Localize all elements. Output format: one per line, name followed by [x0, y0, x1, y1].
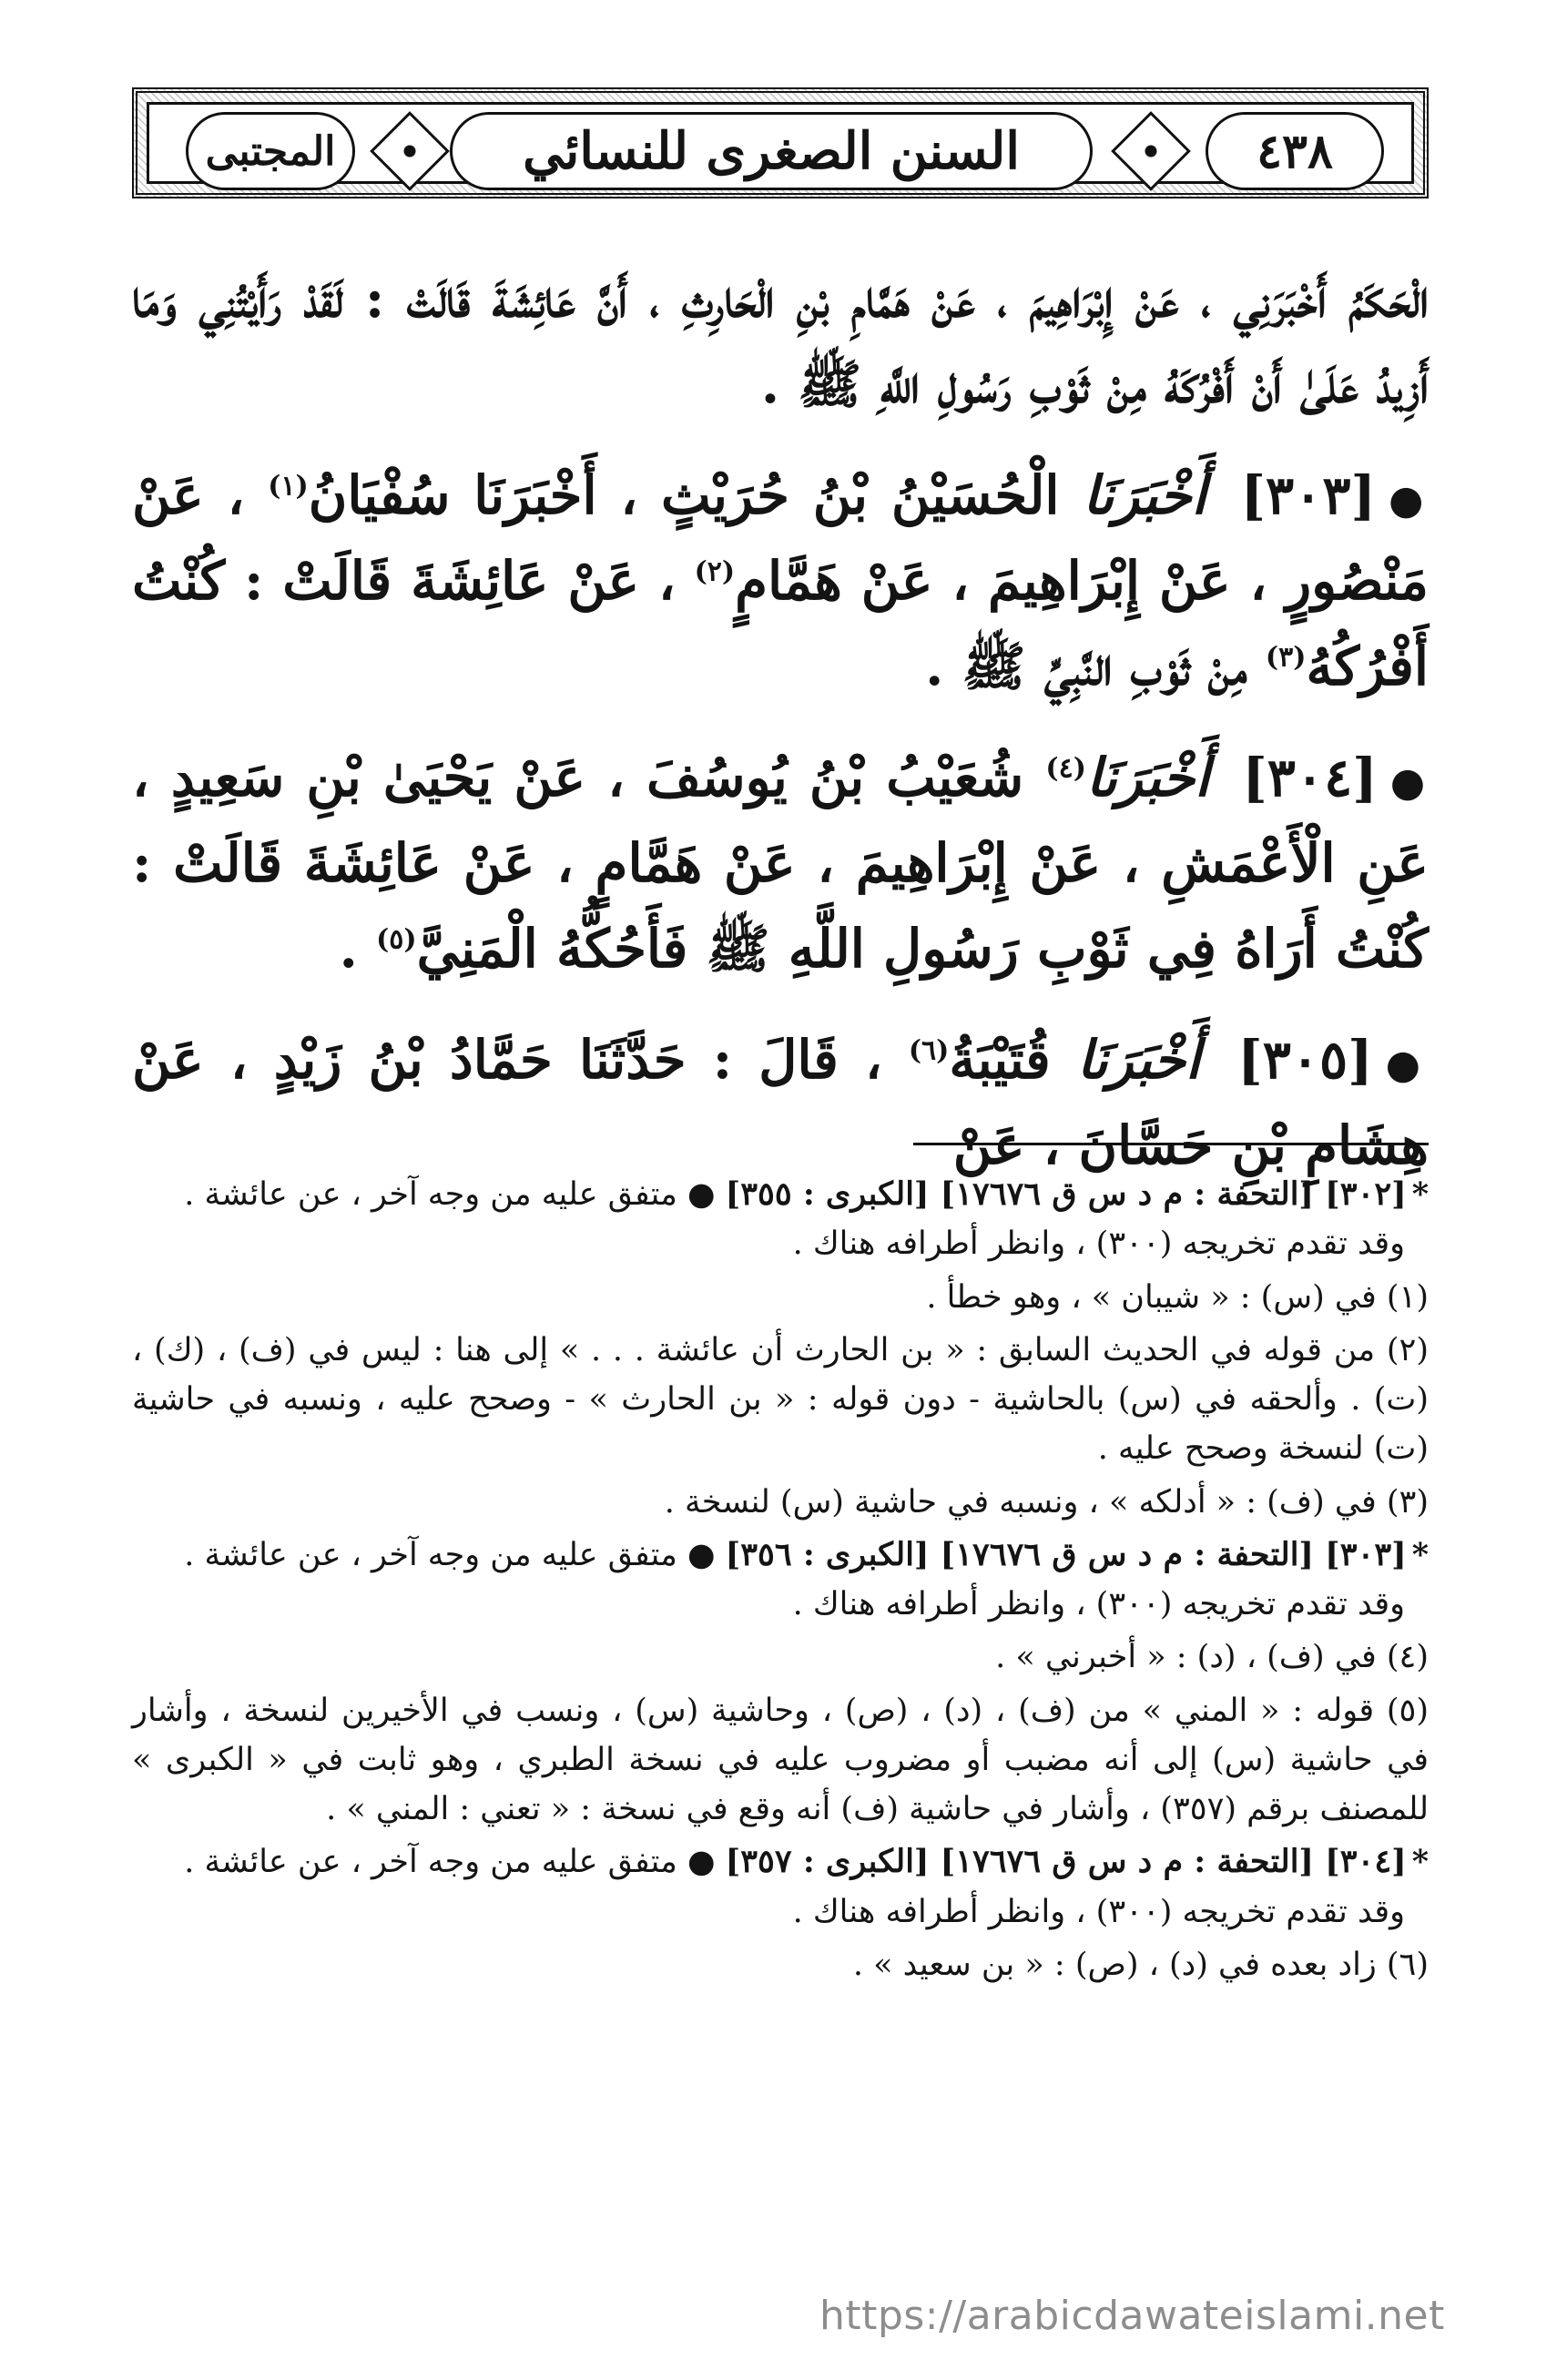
ornament-icon — [1111, 111, 1191, 191]
hadith-number: [٣٠٣] — [1240, 463, 1376, 526]
takhrij-note — [132, 1531, 1429, 1630]
footnote-text: ● متفق عليه من وجه آخر ، عن عائشة . — [184, 1536, 726, 1573]
hadith-number: [٣٠٥] — [1237, 1028, 1373, 1091]
footnote: (١) في (س) : « شيبان » ، وهو خطأ . — [926, 1278, 1429, 1316]
paragraph-text: ، عَنْ عَائِشَةَ قَالَتْ : كُنْتُ أَفْرُكُهُ — [132, 549, 1429, 697]
footnote-text: وقد تقدم تخريجه (٣٠٠) ، وانظر أطرافه هناك . — [792, 1893, 1405, 1930]
footnote-divider — [913, 1143, 1429, 1145]
footnote: (٤) في (ف) ، (د) : « أخبرني » . — [995, 1639, 1429, 1676]
footnote: (٢) من قوله في الحديث السابق : « بن الحارث أن عائشة . . . » إلى هنا : ليس في (ف) ، (ك) ، (ت) . وألحقه في (س) بالحاشية - دون قوله : « بن الحارث » - وصحح عليه ، ونسبه في حاشية (ت) لنسخة وصحح عليه . — [132, 1331, 1429, 1468]
paragraph-text: الْحَكَمُ أَخْبَرَنِي ، عَنْ إِبْرَاهِيمَ ، عَنْ هَمَّامِ بْنِ الْحَارِثِ ، أَنَّ عَائِشَةَ قَالَتْ : لَقَدْ رَأَيْتُنِي وَمَا أَزِيدُ عَلَىٰ أَنْ أَفْرُكَهُ مِنْ ثَوْبِ رَسُولِ اللَّهِ ﷺ . — [132, 268, 1429, 415]
hadith-paragraph — [132, 453, 1429, 710]
footnote-text: وقد تقدم تخريجه (٣٠٠) ، وانظر أطرافه هناك . — [792, 1226, 1405, 1263]
hadith-paragraph — [132, 257, 1429, 428]
ornament-icon — [370, 111, 450, 191]
book-title: السنن الصغرى للنسائي — [450, 112, 1093, 190]
bullet-icon: ● — [1389, 758, 1429, 806]
hadith-paragraph — [132, 1018, 1429, 1189]
paragraph-text: ، قَالَ : حَدَّثَنَا حَمَّادُ بْنُ زَيْدٍ ، عَنْ هِشَامِ بْنِ حَسَّانَ ، عَنْ — [132, 1028, 1429, 1176]
star-icon: * — [1411, 1535, 1429, 1573]
narration-word: أَخْبَرَنَا — [1076, 1028, 1201, 1091]
hadith-paragraph — [132, 736, 1429, 992]
page-header — [132, 87, 1429, 198]
header-frame — [147, 102, 1414, 184]
footnote-text: وقد تقدم تخريجه (٣٠٠) ، وانظر أطرافه هناك . — [792, 1586, 1405, 1622]
footnote: (٥) قوله : « المني » من (ف) ، (د) ، (ص) ، وحاشية (س) ، ونسب في الأخيرين لنسخة ، وأشار في حاشية (س) إلى أنه مضبب أو مضروب عليه في نسخة الطبري ، وهو ثابت في « الكبرى » للمصنف برقم (٣٥٧) ، وأشار في حاشية (ف) أنه وقع في نسخة : « تعني : المني » . — [132, 1692, 1429, 1827]
footnote: (٦) زاد بعده في (د) ، (ص) : « بن سعيد » . — [852, 1946, 1429, 1983]
paragraph-text: مِنْ ثَوْبِ النَّبِيِّ ﷺ . — [925, 635, 1266, 697]
footnote-text: ● متفق عليه من وجه آخر ، عن عائشة . — [184, 1844, 726, 1881]
footnote-text: ● متفق عليه من وجه آخر ، عن عائشة . — [184, 1176, 726, 1213]
takhrij-note — [132, 1170, 1429, 1269]
footnote: (٣) في (ف) : « أدلكه » ، ونسبه في حاشية (س) لنسخة . — [664, 1483, 1429, 1521]
bullet-icon: ● — [1385, 1041, 1429, 1088]
footnotes-section — [132, 1170, 1429, 1993]
star-icon: * — [1411, 1175, 1429, 1213]
hadith-number: [٣٠٤] — [1242, 746, 1378, 809]
watermark-url: https://arabicdawateislami.net — [819, 2293, 1445, 2339]
bullet-icon: ● — [1388, 476, 1429, 524]
narration-word: أَخْبَرَنَا — [1083, 463, 1206, 526]
hadith-text — [132, 257, 1429, 1215]
footnote-marker[interactable]: (٢) — [694, 555, 736, 588]
takhrij-reference: [٣٠٢] [التحفة : م د س ق ١٧٦٧٦] [الكبرى : ٣٥٥] — [725, 1175, 1407, 1213]
star-icon: * — [1411, 1843, 1429, 1881]
narration-word: أَخْبَرَنَا — [1085, 746, 1210, 809]
footnote-marker[interactable]: (٤) — [1045, 752, 1086, 785]
footnote-marker[interactable]: (٦) — [908, 1034, 950, 1067]
takhrij-reference: [٣٠٤] [التحفة : م د س ق ١٧٦٧٦] [الكبرى : ٣٥٧] — [725, 1843, 1407, 1881]
paragraph-text: الْحُسَيْنُ بْنُ حُرَيْثٍ ، أَخْبَرَنَا سُفْيَانُ — [308, 463, 1084, 526]
footnote-marker[interactable]: (٥) — [376, 923, 417, 956]
footnote-marker[interactable]: (٣) — [1265, 641, 1307, 674]
takhrij-note — [132, 1837, 1429, 1937]
takhrij-reference: [٣٠٣] [التحفة : م د س ق ١٧٦٧٦] [الكبرى : ٣٥٦] — [725, 1535, 1407, 1573]
book-subtitle: المجتبى — [186, 112, 355, 190]
paragraph-text: ، عَنْ مَنْصُورٍ ، عَنْ إِبْرَاهِيمَ ، عَنْ هَمَّامٍ — [132, 463, 1429, 612]
paragraph-text: . — [339, 917, 377, 980]
paragraph-text: قُتَيْبَةُ — [949, 1028, 1077, 1091]
footnote-marker[interactable]: (١) — [268, 470, 309, 503]
page-number: ٤٣٨ — [1206, 112, 1384, 190]
paragraph-text: شُعَيْبُ بْنُ يُوسُفَ ، عَنْ يَحْيَىٰ بْنِ سَعِيدٍ ، عَنِ الْأَعْمَشِ ، عَنْ إِبْرَاهِيمَ ، عَنْ هَمَّامٍ ، عَنْ عَائِشَةَ قَالَتْ : كُنْتُ أَرَاهُ فِي ثَوْبِ رَسُولِ اللَّهِ ﷺ فَأَحُكُّهُ الْمَنِيَّ — [132, 746, 1429, 980]
